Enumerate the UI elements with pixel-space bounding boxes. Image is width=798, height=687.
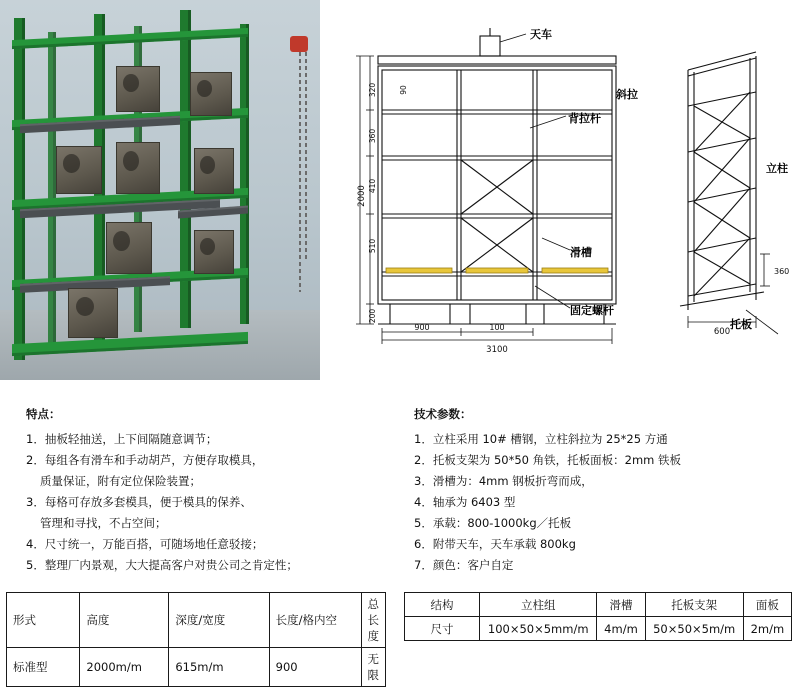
table-cell: 2000m/m [80, 648, 169, 687]
dim-seg3: 410 [368, 178, 377, 194]
table-cell: 900 [269, 648, 361, 687]
front-elevation-drawing [330, 28, 660, 358]
features-item: 3．每格可存放多套模具，便于模具的保养、 [26, 495, 252, 509]
features-item: 1．抽板轻抽送，上下间隔随意调节； [26, 432, 218, 446]
table-header-cell: 长度/格内空 [269, 593, 361, 648]
mold-block [190, 72, 232, 116]
mold-block [116, 142, 160, 194]
dim-depth: 600 [713, 327, 731, 337]
label-brace-rod: 背拉杆 [568, 112, 601, 125]
table-cell: 4m/m [597, 617, 645, 641]
dim-seg4: 510 [368, 238, 377, 254]
mold-block [106, 222, 152, 274]
specs-block [414, 404, 784, 576]
table-row [405, 617, 792, 641]
table-cell: 2m/m [743, 617, 791, 641]
label-pallet: 托板 [730, 318, 752, 331]
label-diagonal-brace: 斜拉 [616, 88, 638, 101]
mold-block [194, 148, 234, 194]
table-cell: 100×50×5mm/m [480, 617, 597, 641]
table-header-cell: 总长度 [361, 593, 386, 648]
table-cell: 无限 [361, 648, 386, 687]
table-row [405, 593, 792, 617]
table-header-cell: 结构 [405, 593, 480, 617]
table-header-cell: 面板 [743, 593, 791, 617]
specs-item: 3．滑槽为：4mm 钢板折弯而成， [414, 474, 593, 488]
specs-item: 6．附带天车，天车承载 800kg [414, 537, 576, 551]
dim-base: 200 [368, 308, 377, 324]
table-cell: 615m/m [169, 648, 269, 687]
rack-post [48, 32, 56, 352]
dim-seg2: 360 [368, 128, 377, 144]
features-item: 管理和寻找，不占空间； [40, 516, 167, 530]
features-item: 5．整理厂内景观，大大提高客户对贵公司之肯定性； [26, 558, 298, 572]
specs-item: 5．承载：800-1000kg／托板 [414, 516, 572, 530]
mold-block [68, 288, 118, 338]
dim-top-small: 90 [399, 85, 408, 95]
mold-block [194, 230, 234, 274]
features-block [26, 404, 386, 576]
table-row [7, 648, 386, 687]
label-slide-slot: 滑槽 [570, 246, 592, 259]
label-fixing-screw: 固定螺杆 [570, 304, 614, 317]
dim-total-width: 3100 [486, 345, 508, 355]
table-right-structure [404, 592, 792, 641]
hoist-icon [290, 36, 308, 52]
chain-icon [299, 52, 301, 292]
table-header-cell: 托板支架 [645, 593, 743, 617]
features-item: 2．每组各有滑车和手动胡芦，方便存取模具， [26, 453, 264, 467]
product-photo [0, 0, 320, 380]
mold-block [56, 146, 102, 194]
specs-item: 1．立柱采用 10# 槽钢，立柱斜拉为 25*25 方通 [414, 432, 668, 446]
table-header-cell: 滑槽 [597, 593, 645, 617]
mold-block [116, 66, 160, 112]
table-header-cell: 形式 [7, 593, 80, 648]
table-header-cell: 立柱组 [480, 593, 597, 617]
chain-icon [305, 52, 307, 262]
table-row [7, 593, 386, 648]
rack-post [240, 24, 249, 324]
table-cell: 尺寸 [405, 617, 480, 641]
features-item: 4．尺寸统一，万能百搭，可随场地任意驳接； [26, 537, 264, 551]
specs-item: 2．托板支架为 50*50 角铁，托板面板：2mm 铁板 [414, 453, 682, 467]
specs-item: 7．颜色：客户自定 [414, 558, 514, 572]
table-header-cell: 高度 [80, 593, 169, 648]
dim-bay-width: 900 [414, 323, 430, 332]
specs-item: 4．轴承为 6403 型 [414, 495, 516, 509]
side-elevation-drawing [616, 34, 790, 354]
dim-depth-small: 360 [774, 267, 790, 276]
features-title: 特点： [26, 407, 61, 421]
label-upright: 立柱 [766, 162, 788, 175]
dim-seg1: 320 [368, 82, 377, 98]
table-header-cell: 深度/宽度 [169, 593, 269, 648]
rack-post [14, 18, 25, 360]
mold-rack-illustration [8, 8, 258, 360]
table-cell: 50×50×5m/m [645, 617, 743, 641]
specs-title: 技术参数： [414, 407, 472, 421]
table-left-specs [6, 592, 386, 687]
table-cell: 标准型 [7, 648, 80, 687]
dim-mid-gap: 100 [489, 323, 505, 332]
dim-total-height: 2000 [357, 185, 367, 207]
label-crane: 天车 [530, 28, 552, 41]
features-item: 质量保证，附有定位保险装置； [40, 474, 201, 488]
